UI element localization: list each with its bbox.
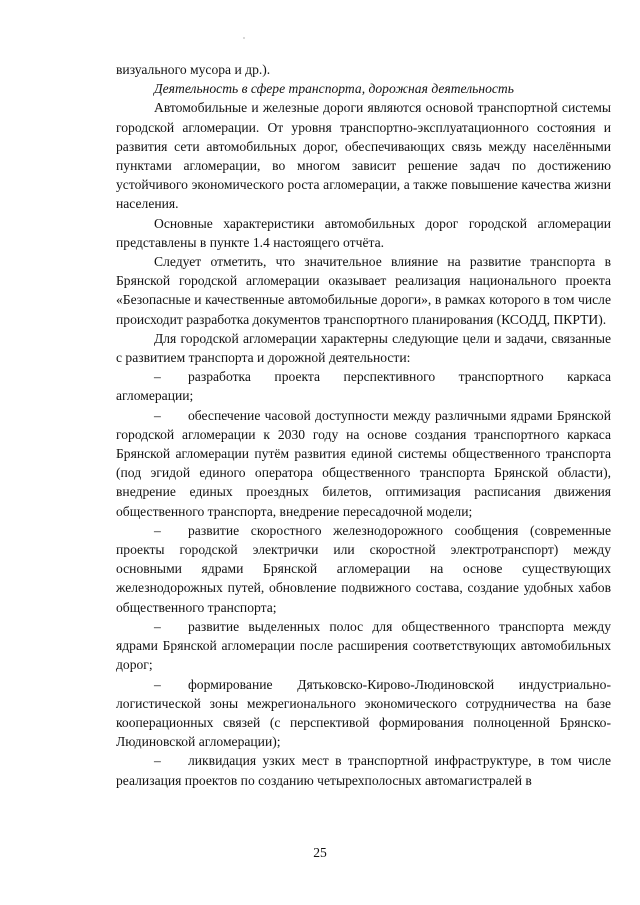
list-item-text: ликвидация узких мест в транспортной инфраструктуре, в том числе реализация проектов по созданию четырехполосных автомагистралей в <box>116 753 611 788</box>
scan-speck <box>243 37 245 39</box>
list-dash: – <box>154 676 161 692</box>
list-item-text: обеспечение часовой доступности между различными ядрами Брянской городской агломерации к 2030 году на основе создания транспортного каркаса Брянской агломерации путём развития единой системы общественного транспорта (под эгидой единого оператора общественного транспорта Брянской области), внедрение единых проездных билетов, оптимизация расписания движения общественного транспорта, внедрение пересадочной модели; <box>116 407 611 519</box>
list-dash: – <box>154 618 161 634</box>
paragraph: Следует отметить, что значительное влияние на развитие транспорта в Брянской городской агломерации оказывает реализация национального проекта «Безопасные и качественные автомобильные дороги», в рамках которого в том числе происходит разработка документов транспортного планирования (КСОДД, ПКРТИ). <box>116 254 611 327</box>
list-dash: – <box>154 369 161 385</box>
paragraph-continuation: визуального мусора и др.). <box>116 62 271 77</box>
list-item-text: развитие скоростного железнодорожного сообщения (современные проекты городской электрички или скоростной электротранспорт) между основными ядрами Брянской агломерации на основе существующих железнодорожных путей, обновление подвижного состава, создание удобных хабов общественного транспорта; <box>116 522 611 615</box>
list-item-text: развитие выделенных полос для общественного транспорта между ядрами Брянской агломерации после расширения соответствующих автомобильных дорог; <box>116 618 611 673</box>
page-body <box>116 60 611 790</box>
list-item <box>116 521 611 617</box>
list-dash: – <box>154 753 161 769</box>
list-dash: – <box>154 522 161 538</box>
list-item <box>116 406 611 521</box>
list-item <box>116 617 611 675</box>
paragraph: Для городской агломерации характерны следующие цели и задачи, связанные с развитием транспорта и дорожной деятельности: <box>116 330 611 366</box>
list-item <box>116 751 611 789</box>
page-number: 25 <box>313 845 327 860</box>
list-dash: – <box>154 407 161 423</box>
list-item-text: формирование Дятьковско-Кирово-Людиновской индустриально-логистической зоны межрегионального экономического сотрудничества на базе кооперационных связей (с перспективой формирования полноценной Брянско-Людиновской агломерации); <box>116 676 611 750</box>
list-item-text: разработка проекта перспективного транспортного каркаса агломерации; <box>116 369 611 404</box>
paragraph: Автомобильные и железные дороги являются основой транспортной системы городской агломерации. От уровня транспортно-эксплуатационного состояния и развития сети автомобильных дорог, обеспечивающих связь между населёнными пунктами агломерации, во многом зависит решение задач по достижению устойчивого экономического роста агломерации, а также повышение качества жизни населения. <box>116 100 611 212</box>
paragraph: Основные характеристики автомобильных дорог городской агломерации представлены в пункте 1.4 настоящего отчёта. <box>116 215 611 250</box>
list-item <box>116 367 611 405</box>
section-heading: Деятельность в сфере транспорта, дорожная деятельность <box>154 81 514 97</box>
list-item <box>116 675 611 752</box>
